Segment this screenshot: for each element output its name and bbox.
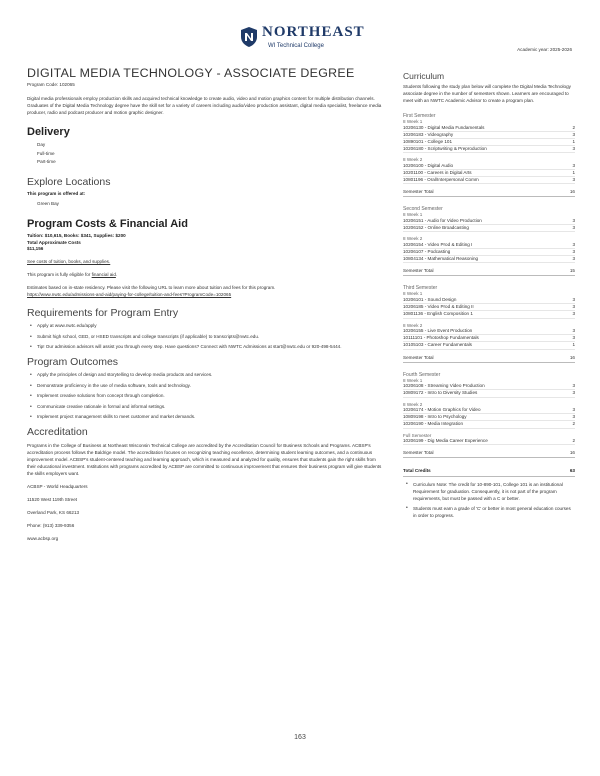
- semester-total-row: [403, 355, 575, 363]
- course-row: [403, 335, 575, 342]
- course-name: 10206154 - Video Prod & Editing I: [403, 241, 473, 247]
- semester-name: First Semester: [403, 113, 436, 119]
- tuition-url-link[interactable]: https://www.nwtc.edu/admissions-and-aid/paying-for-college/tuition-and-fees?ProgramCode=102065: [27, 292, 232, 298]
- curriculum-heading: Curriculum: [403, 71, 445, 81]
- course-name: 10890101 - College 101: [403, 138, 453, 144]
- semester-total-label: Semester Total: [403, 354, 434, 360]
- course-row: [403, 311, 575, 318]
- semester-total-label: Semester Total: [403, 450, 434, 456]
- semester-total-value: 16: [569, 189, 575, 195]
- requirements-heading: Requirements for Program Entry: [27, 307, 179, 320]
- course-row: [403, 421, 575, 428]
- outcomes-list: [27, 372, 385, 421]
- requirements-list: [27, 323, 385, 351]
- approx-costs-label: Total Approximate Costs: [27, 239, 81, 245]
- see-costs-link[interactable]: See costs of tuition, books, and supplies.: [27, 259, 111, 265]
- course-row: [403, 170, 575, 177]
- course-row: [403, 304, 575, 311]
- course-name: 10809198 - Intro to Psychology: [403, 414, 467, 420]
- course-row: [403, 328, 575, 335]
- course-row: [403, 256, 575, 263]
- course-row: [403, 297, 575, 304]
- page-header: [0, 0, 600, 60]
- course-credits: 3: [572, 407, 575, 413]
- course-credits: 2: [572, 124, 575, 130]
- course-row: [403, 132, 575, 139]
- course-row: [403, 390, 575, 397]
- acbsp-website: www.acbsp.org: [27, 535, 59, 541]
- financial-aid-line: [27, 271, 385, 278]
- semester-total-value: 15: [569, 268, 575, 274]
- course-credits: 3: [572, 390, 575, 396]
- delivery-item: Day: [37, 142, 46, 147]
- shield-logo-icon: [240, 26, 258, 48]
- course-name: 10201100 - Careers in Digital Arts: [403, 170, 472, 176]
- course-credits: 3: [572, 249, 575, 255]
- semester-total-value: 16: [569, 450, 575, 456]
- week-label: 8 Week 1: [403, 119, 423, 124]
- delivery-heading: Delivery: [27, 126, 70, 138]
- week-label: 8 Week 2: [403, 236, 423, 242]
- curriculum-column: [403, 71, 575, 522]
- page-number: 163: [294, 734, 306, 741]
- week-label: 8 Week 2: [403, 401, 423, 407]
- course-row: [403, 407, 575, 414]
- course-credits: 3: [572, 304, 575, 310]
- course-name: 10206151 - Audio for Video Production: [403, 217, 482, 223]
- outcome-item: • Implement creative solutions from concept through completion.: [27, 393, 385, 400]
- outcome-item: • Communicate creative rationale in formal and informal settings.: [27, 404, 385, 411]
- program-code: Program Code: 102065: [27, 82, 75, 87]
- course-credits: 3: [572, 146, 575, 152]
- course-credits: 3: [572, 225, 575, 231]
- program-details-column: [27, 66, 385, 542]
- semester-name: Third Semester: [403, 285, 438, 292]
- program-intro: Digital media professionals employ production skills and acquired technical knowledge to create audio, video and motion graphics content for multiple distribution channels. Graduates of the Digital Media Technology degree have the skill set for a variety of careers including audio/video production assistant, digital media specialist, freelance media producer, radio and podcast producer and motion graphic designer.: [27, 96, 382, 115]
- delivery-list: [27, 141, 385, 167]
- course-name: 10804134 - Mathematical Reasoning: [403, 256, 479, 262]
- course-name: 10111101 - Photoshop Fundamentals: [403, 335, 479, 341]
- course-name: 10206155 - Live Event Production: [403, 328, 473, 334]
- course-name: 10801136 - English Composition 1: [403, 311, 473, 317]
- acbsp-phone: Phone: (913) 339-9356: [27, 522, 75, 528]
- course-row: [403, 139, 575, 146]
- program-title: DIGITAL MEDIA TECHNOLOGY - ASSOCIATE DEGREE: [27, 66, 355, 80]
- acbsp-org: ACBSP - World Headquarters: [27, 483, 88, 489]
- tuition-line: Tuition: $10,615, Books: $341, Supplies: $200: [27, 233, 126, 239]
- week-label: 8 Week 1: [403, 377, 423, 383]
- course-credits: 3: [572, 162, 575, 168]
- locations-heading: Explore Locations: [27, 175, 111, 188]
- course-name: 10206174 - Motion Graphics for Video: [403, 407, 481, 413]
- course-credits: 3: [572, 335, 575, 341]
- course-credits: 1: [572, 342, 575, 348]
- costs-heading: Program Costs & Financial Aid: [27, 218, 188, 231]
- total-credits-value: 63: [569, 468, 575, 474]
- eligible-prefix: This program is fully eligible for: [27, 272, 91, 278]
- course-name: 10206130 - Digital Media Fundamentals: [403, 124, 485, 130]
- course-credits: 2: [572, 438, 575, 444]
- college-logo: [238, 24, 365, 54]
- course-credits: 3: [572, 383, 575, 389]
- delivery-item: Full-time: [37, 150, 55, 156]
- course-row: [403, 342, 575, 349]
- acbsp-city: Overland Park, KS 66213: [27, 509, 80, 515]
- week-label: 8 Week 2: [403, 322, 423, 328]
- estimates-text: Estimates based on in-state residency. Please visit the following URL to learn more about tuition and fees for this program.: [27, 285, 276, 291]
- semester-total-label: Semester Total: [403, 189, 434, 195]
- week-label: 8 Week 2: [403, 157, 423, 163]
- week-label: Full Semester: [403, 432, 432, 438]
- week-label: 8 Week 1: [403, 212, 423, 218]
- course-row: [403, 249, 575, 256]
- logo-name: NORTHEAST: [262, 24, 365, 40]
- offered-at-label: This program is offered at:: [27, 190, 86, 196]
- semester-total-label: Semester Total: [403, 268, 434, 274]
- curriculum-intro: Students following the study plan below will complete the Digital Media Technology associate degree in the number of semesters shown. Learners are encouraged to meet with an NWTC Academic Advisor to create a program plan.: [403, 84, 571, 103]
- course-row: [403, 225, 575, 232]
- course-name: 10105103 - Career Fundamentals: [403, 342, 472, 348]
- course-credits: 3: [572, 311, 575, 317]
- course-name: 10206107 - Podcasting: [403, 249, 451, 255]
- course-row: [403, 177, 575, 184]
- course-name: 10206108 - Streaming Video Production: [403, 383, 485, 389]
- course-name: 10206180 - Scriptwriting & Preproduction: [403, 146, 487, 152]
- acbsp-street: 11520 West 119th Street: [27, 496, 78, 502]
- outcome-item: • Apply the principles of design and storytelling to develop media products and services.: [27, 372, 385, 379]
- eligible-suffix: .: [115, 272, 118, 278]
- curriculum-note: • Students must earn a grade of 'C' or better in most general education courses in order to progress.: [403, 505, 575, 519]
- course-row: [403, 242, 575, 249]
- curriculum-notes: [403, 481, 575, 519]
- course-name: 10206190 - Media Integration: [403, 421, 464, 427]
- course-name: 10801196 - Oral/Interpersonal Comm: [403, 177, 479, 183]
- course-name: 10809172 - Intro to Diversity Studies: [403, 390, 478, 396]
- semester-name: Second Semester: [403, 206, 443, 213]
- course-credits: 3: [572, 131, 575, 137]
- course-row: [403, 163, 575, 170]
- course-credits: 3: [572, 328, 575, 334]
- course-row: [403, 218, 575, 225]
- total-credits-label: Total Credits: [403, 468, 431, 474]
- accreditation-heading: Accreditation: [27, 425, 88, 438]
- course-row: [403, 438, 575, 445]
- semester-total-row: [403, 189, 575, 197]
- course-name: 10206100 - Digital Audio: [403, 162, 454, 168]
- semester-name: Fourth Semester: [403, 371, 441, 378]
- outcomes-heading: Program Outcomes: [27, 355, 119, 368]
- course-row: [403, 146, 575, 153]
- total-credits-row: [403, 468, 575, 477]
- semester-total-row: [403, 268, 575, 276]
- course-credits: 3: [572, 217, 575, 223]
- outcome-item: • Implement project management skills to meet customer and market demands.: [27, 414, 385, 421]
- course-credits: 3: [572, 256, 575, 262]
- course-name: 10206185 - Video Prod & Editing II: [403, 304, 474, 310]
- course-row: [403, 414, 575, 421]
- requirement-item: • Submit high school, GED, or HSED transcripts and college transcripts (if applicable) to transcripts@nwtc.edu.: [27, 334, 385, 341]
- financial-aid-link[interactable]: financial aid: [91, 272, 116, 278]
- course-credits: 2: [572, 421, 575, 427]
- semester-total-row: [403, 450, 575, 458]
- delivery-item: Part-time: [37, 159, 56, 164]
- requirement-item: • Apply at www.nwtc.edu/apply: [27, 323, 385, 330]
- semester-total-value: 16: [569, 354, 575, 360]
- academic-year: Academic year: 2025-2026: [517, 47, 572, 52]
- accreditation-text: Programs in the College of Business at Northeast Wisconsin Technical College are accredited by the Accreditation Council for Business Schools and Programs. ACBSP's accreditation process follows the Baldrige model. The accreditation focuses on recognizing teaching excellence, determining student learning outcomes, and a continuous improvement model. ACBSP's student-centered teaching and learning approach, which is measured and analyzed for quality, ensures that students gain the right skills from their educational investment. Institutions with programs accredited by ACBSP are committed to continuous improvement that ensures their business program will give students the skills employers want.: [27, 442, 382, 476]
- course-name: 10206101 - Sound Design: [403, 296, 457, 302]
- course-name: 10206152 - Online Broadcasting: [403, 225, 469, 231]
- curriculum-note: • Curriculum Note: The credit for 10-890-101, College 101 is an institutional Requirement for graduation. Consequently, it is not part of the program requirements, but must be passed with a C or better.: [403, 481, 575, 502]
- course-credits: 1: [572, 170, 575, 176]
- approx-costs-value: $11,156: [27, 245, 44, 251]
- course-credits: 1: [572, 138, 575, 144]
- course-name: 10206199 - Dig Media Career Experience: [403, 438, 488, 444]
- course-credits: 3: [572, 177, 575, 183]
- week-label: 8 Week 1: [403, 291, 423, 297]
- requirement-item: • Tip! Our admission advisors will assist you through every step. Have questions? Connect with NWTC Admissions at start@nwtc.edu or 920-498-5444.: [27, 344, 385, 351]
- location-green-bay: Green Bay: [37, 200, 59, 206]
- logo-subtitle: WI Technical College: [268, 43, 324, 49]
- course-row: [403, 383, 575, 390]
- outcome-item: • Demonstrate proficiency in the use of media software, tools and technology.: [27, 383, 385, 390]
- course-row: [403, 125, 575, 132]
- course-credits: 3: [572, 414, 575, 420]
- course-credits: 3: [572, 241, 575, 247]
- course-name: 10206183 - Videography: [403, 131, 454, 137]
- course-credits: 3: [572, 296, 575, 302]
